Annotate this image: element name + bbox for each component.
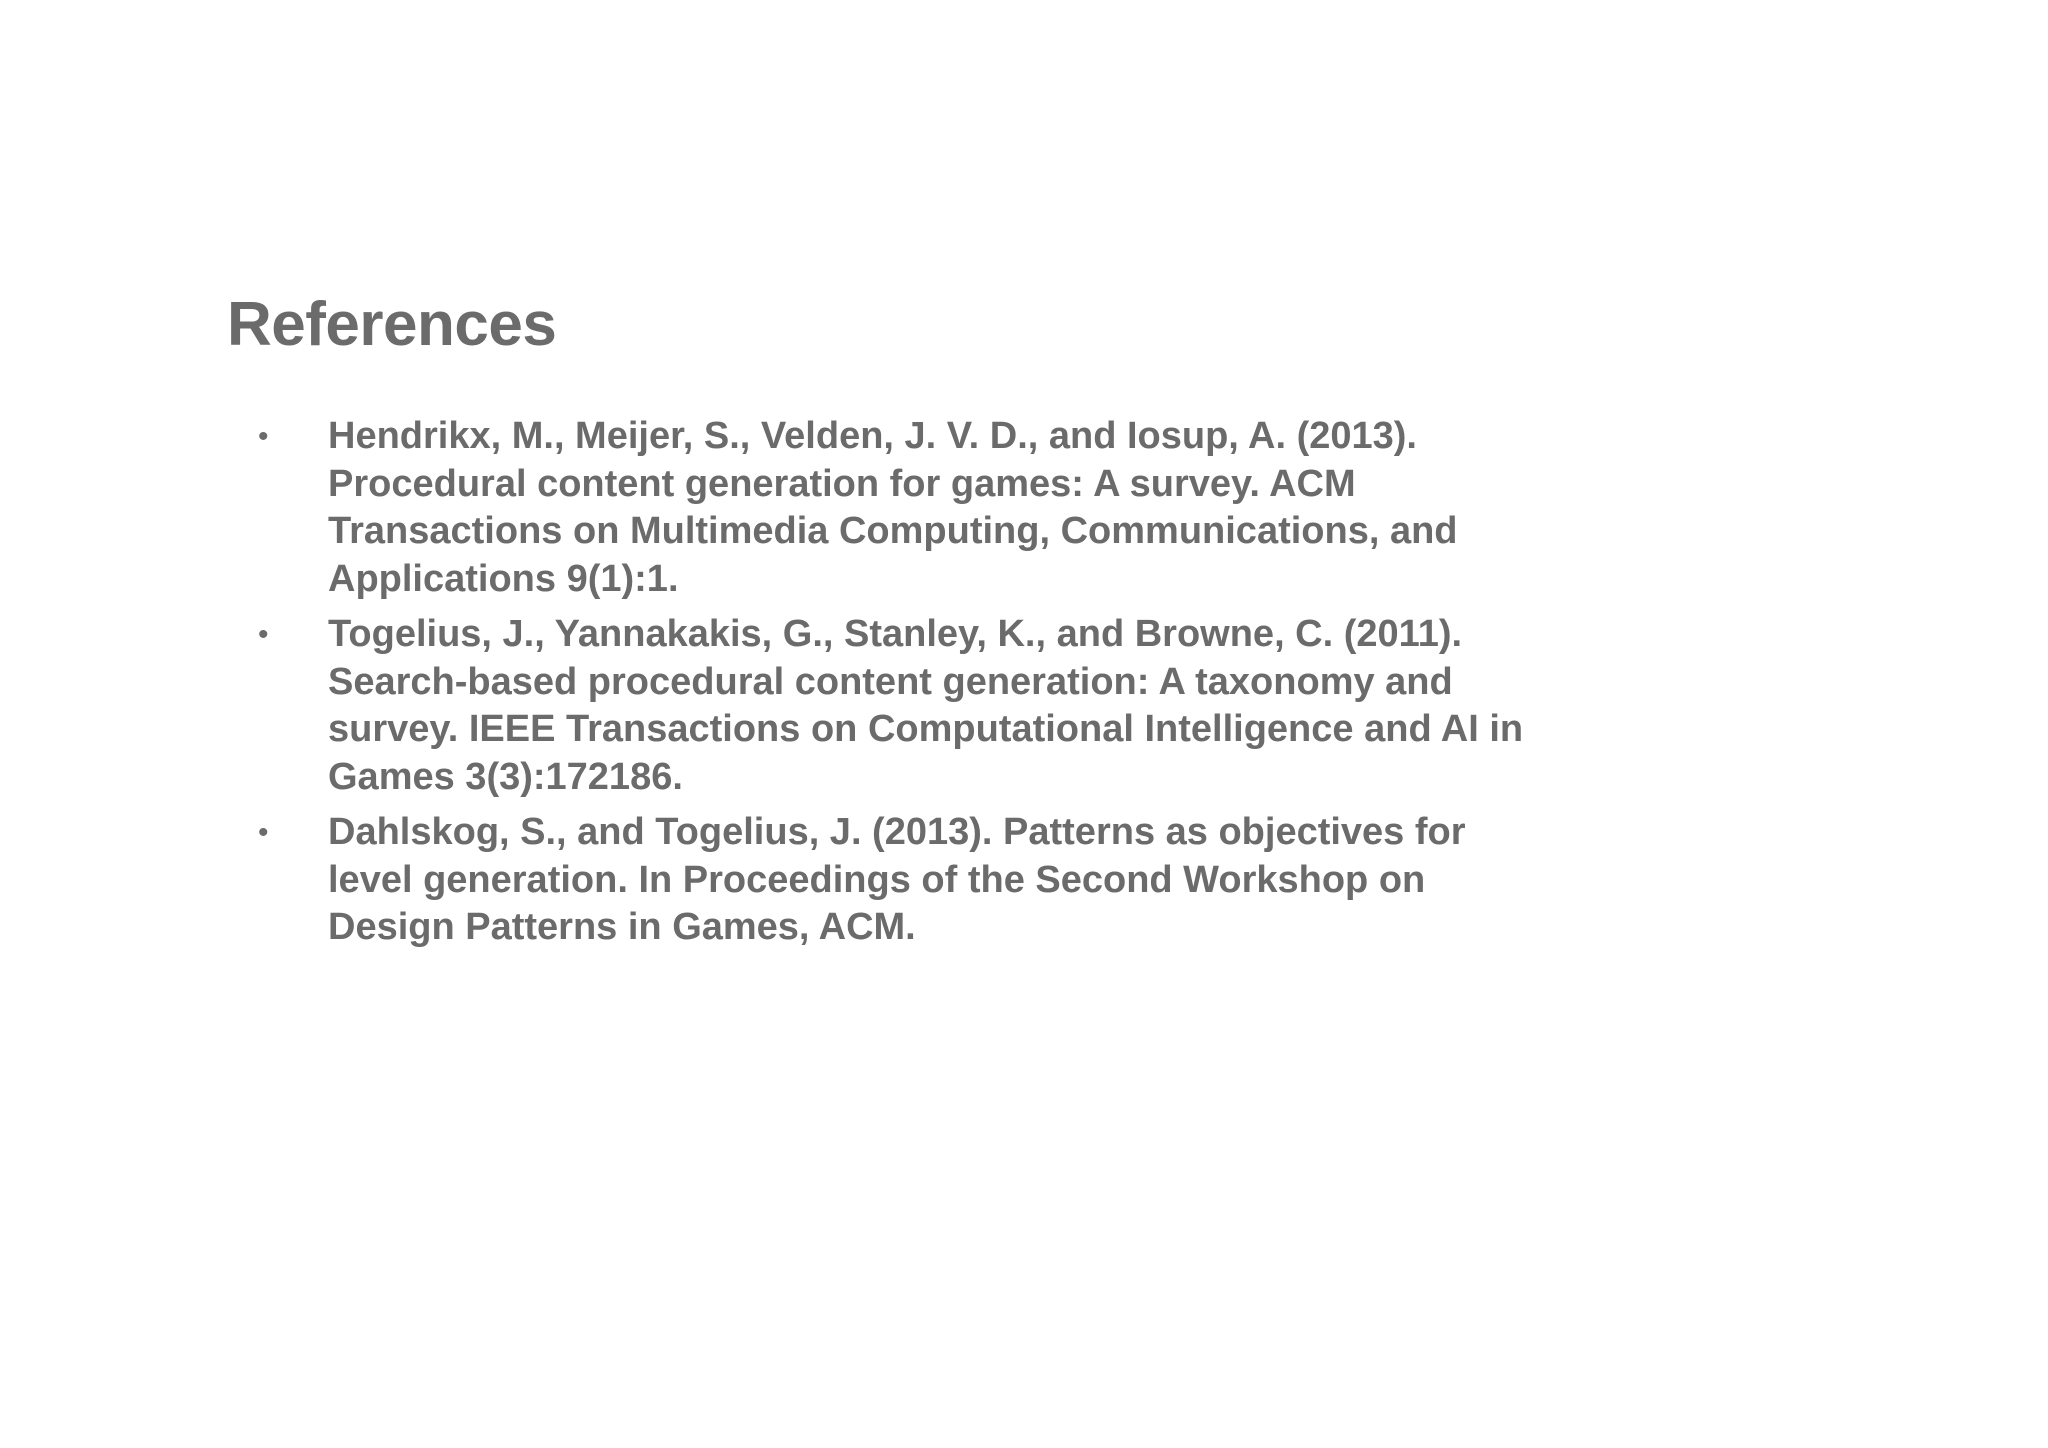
page-title: References	[227, 289, 557, 359]
reference-line: Dahlskog, S., and Togelius, J. (2013). Patterns as objectives for	[328, 811, 1466, 853]
reference-line: Hendrikx, M., Meijer, S., Velden, J. V. D., and Iosup, A. (2013).	[328, 415, 1417, 457]
bullet-icon: •	[258, 816, 269, 849]
reference-line: survey. IEEE Transactions on Computational Intelligence and AI in	[328, 708, 1524, 750]
bullet-icon: •	[258, 618, 269, 651]
reference-line: Design Patterns in Games, ACM.	[328, 906, 916, 948]
reference-line: level generation. In Proceedings of the Second Workshop on	[328, 858, 1426, 901]
reference-item	[258, 611, 1658, 801]
reference-line: Procedural content generation for games: A survey. ACM	[328, 462, 1356, 505]
bullet-icon: •	[258, 420, 269, 453]
reference-item	[258, 413, 1658, 603]
reference-line: Games 3(3):172186.	[328, 755, 683, 798]
reference-item	[258, 809, 1658, 952]
reference-list	[258, 413, 1658, 960]
reference-line: Transactions on Multimedia Computing, Communications, and	[328, 510, 1458, 552]
reference-line: Togelius, J., Yannakakis, G., Stanley, K., and Browne, C. (2011).	[328, 613, 1463, 655]
reference-line: Search-based procedural content generation: A taxonomy and	[328, 660, 1453, 703]
reference-line: Applications 9(1):1.	[328, 557, 679, 600]
